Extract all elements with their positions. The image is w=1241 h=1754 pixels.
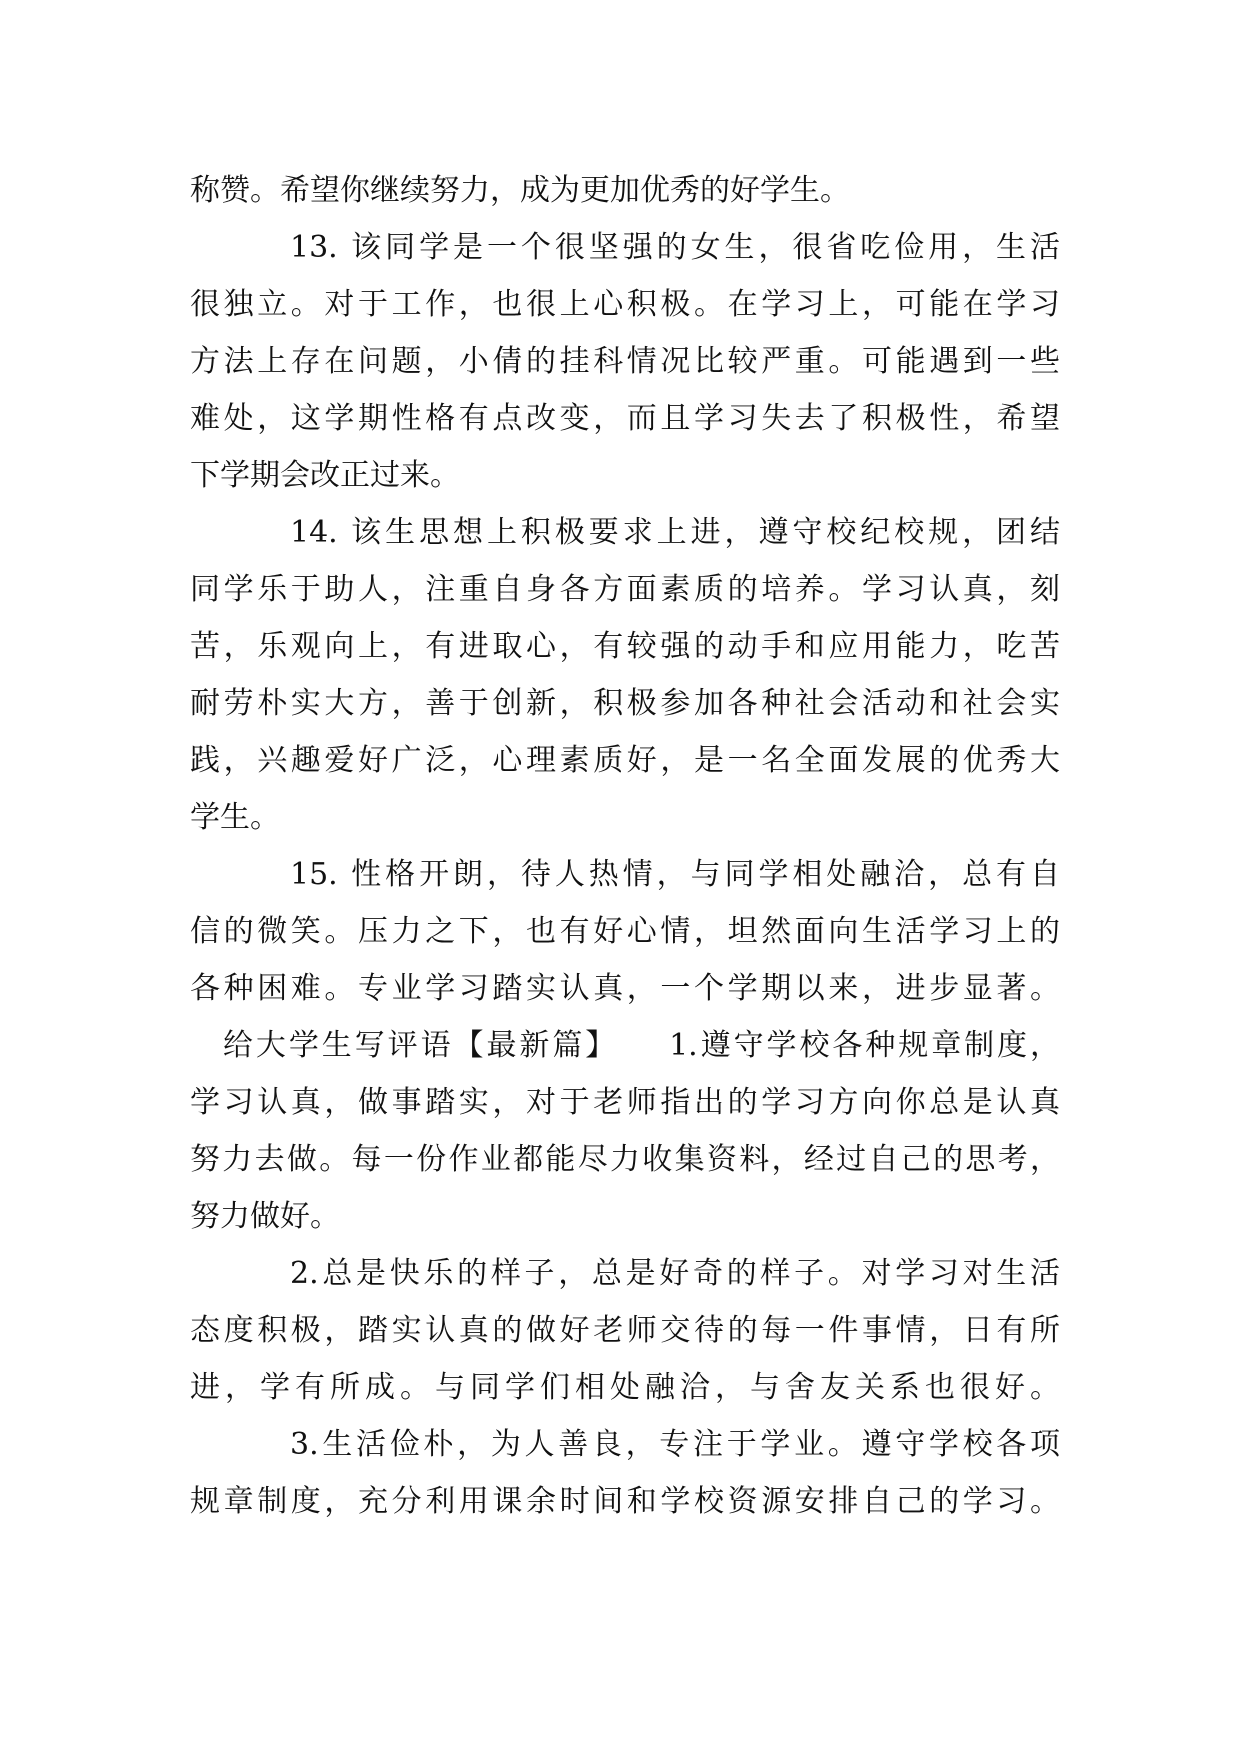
paragraph-line: 各种困难。专业学习踏实认真，一个学期以来，进步显著。 [190, 971, 1060, 1006]
paragraph-line: 努力去做。每一份作业都能尽力收集资料，经过自己的思考， [190, 1142, 1060, 1177]
paragraph-line: 规章制度，充分利用课余时间和学校资源安排自己的学习。 [190, 1484, 1060, 1519]
paragraph-line: 3.生活俭朴，为人善良，专注于学业。遵守学校各项 [290, 1427, 1060, 1462]
paragraph-line: 学生。 [190, 800, 280, 835]
paragraph-line: 苦，乐观向上，有进取心，有较强的动手和应用能力，吃苦 [190, 629, 1060, 664]
paragraph-line: 态度积极，踏实认真的做好老师交待的每一件事情，日有所 [190, 1313, 1060, 1348]
paragraph-line: 信的微笑。压力之下，也有好心情，坦然面向生活学习上的 [190, 914, 1060, 949]
paragraph-line: 称赞。希望你继续努力，成为更加优秀的好学生。 [190, 173, 850, 208]
paragraph-line: 同学乐于助人，注重自身各方面素质的培养。学习认真，刻 [190, 572, 1060, 607]
paragraph-line: 2.总是快乐的样子，总是好奇的样子。对学习对生活 [290, 1256, 1060, 1291]
paragraph-line: 方法上存在问题，小倩的挂科情况比较严重。可能遇到一些 [190, 344, 1060, 379]
paragraph-line: 难处，这学期性格有点改变，而且学习失去了积极性，希望 [190, 401, 1060, 436]
section-heading-line: 给大学生写评语【最新篇】 1.遵守学校各种规章制度， [223, 1028, 1060, 1063]
paragraph-line: 下学期会改正过来。 [190, 458, 460, 493]
paragraph-line: 14. 该生思想上积极要求上进，遵守校纪校规，团结 [290, 515, 1060, 550]
paragraph-line: 很独立。对于工作，也很上心积极。在学习上，可能在学习 [190, 287, 1060, 322]
paragraph-line: 努力做好。 [190, 1199, 340, 1234]
paragraph-line: 耐劳朴实大方，善于创新，积极参加各种社会活动和社会实 [190, 686, 1060, 721]
paragraph-line: 践，兴趣爱好广泛，心理素质好，是一名全面发展的优秀大 [190, 743, 1060, 778]
paragraph-line: 学习认真，做事踏实，对于老师指出的学习方向你总是认真 [190, 1085, 1060, 1120]
paragraph-line: 进，学有所成。与同学们相处融洽，与舍友关系也很好。 [190, 1370, 1060, 1405]
paragraph-line: 13. 该同学是一个很坚强的女生，很省吃俭用，生活 [290, 230, 1060, 265]
paragraph-line: 15. 性格开朗，待人热情，与同学相处融洽，总有自 [290, 857, 1060, 892]
